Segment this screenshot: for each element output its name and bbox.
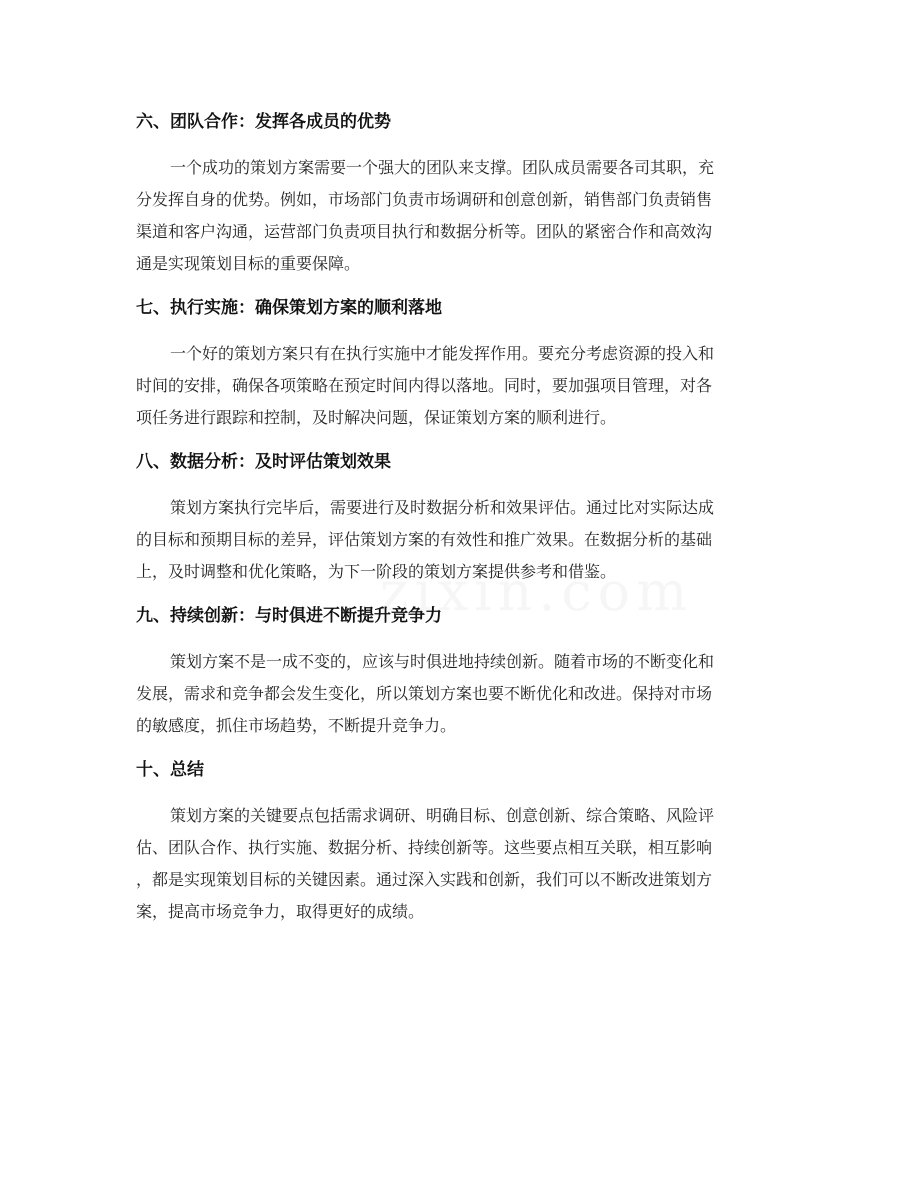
section-teamwork [136,110,786,280]
section-paragraph [136,492,786,588]
section-heading: 六、团队合作：发挥各成员的优势 [136,112,391,132]
paragraph-line: 的目标和预期目标的差异，评估策划方案的有效性和推广效果。在数据分析的基础 [136,530,713,549]
section-paragraph [136,338,786,434]
section-innovation [136,604,786,742]
paragraph-line: 项任务进行跟踪和控制，及时解决问题，保证策划方案的顺利进行。 [136,408,617,427]
paragraph-line: 时间的安排，确保各项策略在预定时间内得以落地。同时，要加强项目管理，对各 [136,376,713,395]
section-heading: 十、总结 [136,760,204,780]
document-body [136,100,786,944]
paragraph-line: 渠道和客户沟通，运营部门负责项目执行和数据分析等。团队的紧密合作和高效沟 [136,222,713,241]
paragraph-line: 一个好的策划方案只有在执行实施中才能发挥作用。要充分考虑资源的投入和 [170,344,715,363]
paragraph-line: 上，及时调整和优化策略，为下一阶段的策划方案提供参考和借鉴。 [136,562,617,581]
section-execution [136,296,786,434]
section-paragraph [136,152,786,280]
paragraph-line: 案，提高市场竞争力，取得更好的成绩。 [136,902,425,921]
paragraph-line: 分发挥自身的优势。例如，市场部门负责市场调研和创意创新，销售部门负责销售 [136,190,713,209]
paragraph-line: 的敏感度，抓住市场趋势，不断提升竞争力。 [136,716,457,735]
paragraph-line: 通是实现策划目标的重要保障。 [136,254,361,273]
paragraph-line: 策划方案不是一成不变的，应该与时俱进地持续创新。随着市场的不断变化和 [170,652,715,671]
section-heading: 八、数据分析：及时评估策划效果 [136,452,391,472]
section-heading: 七、执行实施：确保策划方案的顺利落地 [136,298,442,318]
paragraph-line: 估、团队合作、执行实施、数据分析、持续创新等。这些要点相互关联，相互影响 [136,838,713,857]
section-heading: 九、持续创新：与时俱进不断提升竞争力 [136,606,442,626]
section-paragraph [136,800,786,928]
paragraph-line: 发展，需求和竞争都会发生变化，所以策划方案也要不断优化和改进。保持对市场 [136,684,713,703]
paragraph-line: 策划方案执行完毕后，需要进行及时数据分析和效果评估。通过比对实际达成 [170,498,715,517]
paragraph-line: ，都是实现策划目标的关键因素。通过深入实践和创新，我们可以不断改进策划方 [136,870,713,889]
section-summary [136,758,786,928]
section-paragraph [136,646,786,742]
paragraph-line: 一个成功的策划方案需要一个强大的团队来支撑。团队成员需要各司其职，充 [170,158,715,177]
paragraph-line: 策划方案的关键要点包括需求调研、明确目标、创意创新、综合策略、风险评 [170,806,715,825]
section-data-analysis [136,450,786,588]
